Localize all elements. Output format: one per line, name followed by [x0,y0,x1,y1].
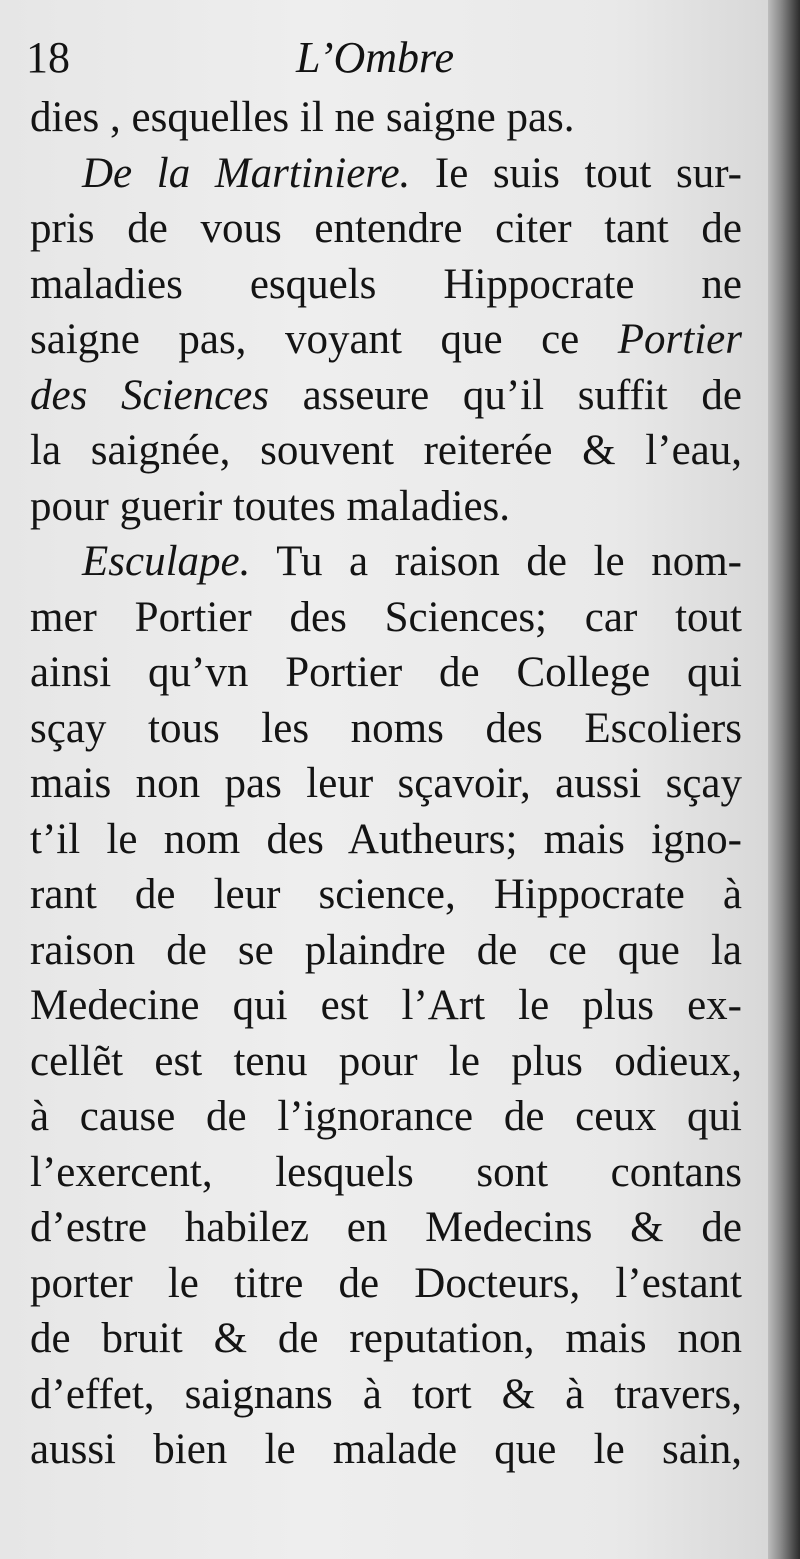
line-text: sçay tous les noms des Escoliers [30,704,742,752]
text-line [30,368,742,424]
line-text: dies , esquelles il ne saigne pas. [30,94,575,141]
line-text: pour guerir toutes maladies. [30,482,511,530]
line-text: l’exercent, lesquels sont contans [30,1148,742,1196]
text-line [30,1089,742,1145]
text-line [30,978,742,1034]
text-line [30,1311,742,1367]
speaker-name: Esculape. [82,538,251,585]
body-text [30,90,742,1478]
text-line [30,1367,742,1423]
text-line [30,534,742,590]
text-line [30,812,742,868]
text-line [30,923,742,979]
italic-text: des Sciences [30,371,270,419]
text-line [30,257,742,313]
line-text: Medecine qui est l’Art le plus ex- [30,982,742,1029]
line-text: mais non pas leur sçavoir, aussi sçay [30,760,742,807]
line-text: porter le titre de Docteurs, l’estant [30,1259,742,1307]
text-line [30,201,742,257]
text-line [30,1034,742,1090]
line-text: t’il le nom des Autheurs; mais igno- [30,815,742,863]
line-text: à cause de l’ignorance de ceux qui [30,1093,742,1140]
text-line [30,479,742,535]
text-line [30,756,742,812]
line-text: aussi bien le malade que le sain, [30,1426,742,1473]
line-text: de bruit & de reputation, mais non [30,1315,742,1362]
line-text: pris de vous entendre citer tant de [30,205,742,252]
speaker-name: De la Martiniere. [82,149,411,197]
text-line [30,312,742,368]
line-text: Tu a raison de le nom- [250,538,742,585]
page-edge-shadow [768,0,800,1559]
text-line [30,1200,742,1256]
text-line [30,867,742,923]
running-title: L’Ombre [296,33,455,82]
line-text: mer Portier des Sciences; car tout [30,593,742,641]
line-text: d’estre habilez en Medecins & de [30,1204,742,1251]
text-line [30,590,742,646]
line-text: cellẽt est tenu pour le plus odieux, [30,1037,742,1085]
line-text: ainsi qu’vn Portier de College qui [30,649,742,696]
text-line [30,1145,742,1201]
text-line [30,146,742,202]
line-text: la saignée, souvent reiterée & l’eau, [30,427,742,474]
line-text: raison de se plaindre de ce que la [30,926,742,974]
line-text: maladies esquels Hippocrate ne [30,260,742,308]
line-text: Ie suis tout sur- [410,149,742,197]
page-header [26,28,746,88]
text-line [30,645,742,701]
line-text: d’effet, saignans à tort & à travers, [30,1370,742,1418]
text-line [30,701,742,757]
line-text: rant de leur science, Hippocrate à [30,871,742,918]
text-line [30,90,742,146]
text-line [30,423,742,479]
text-line [30,1422,742,1478]
line-text: asseure qu’il suffit de [269,371,742,419]
italic-text: Portier [617,316,742,363]
line-text: saigne pas, voyant que ce [30,316,618,363]
page-number: 18 [26,33,70,82]
text-line [30,1256,742,1312]
